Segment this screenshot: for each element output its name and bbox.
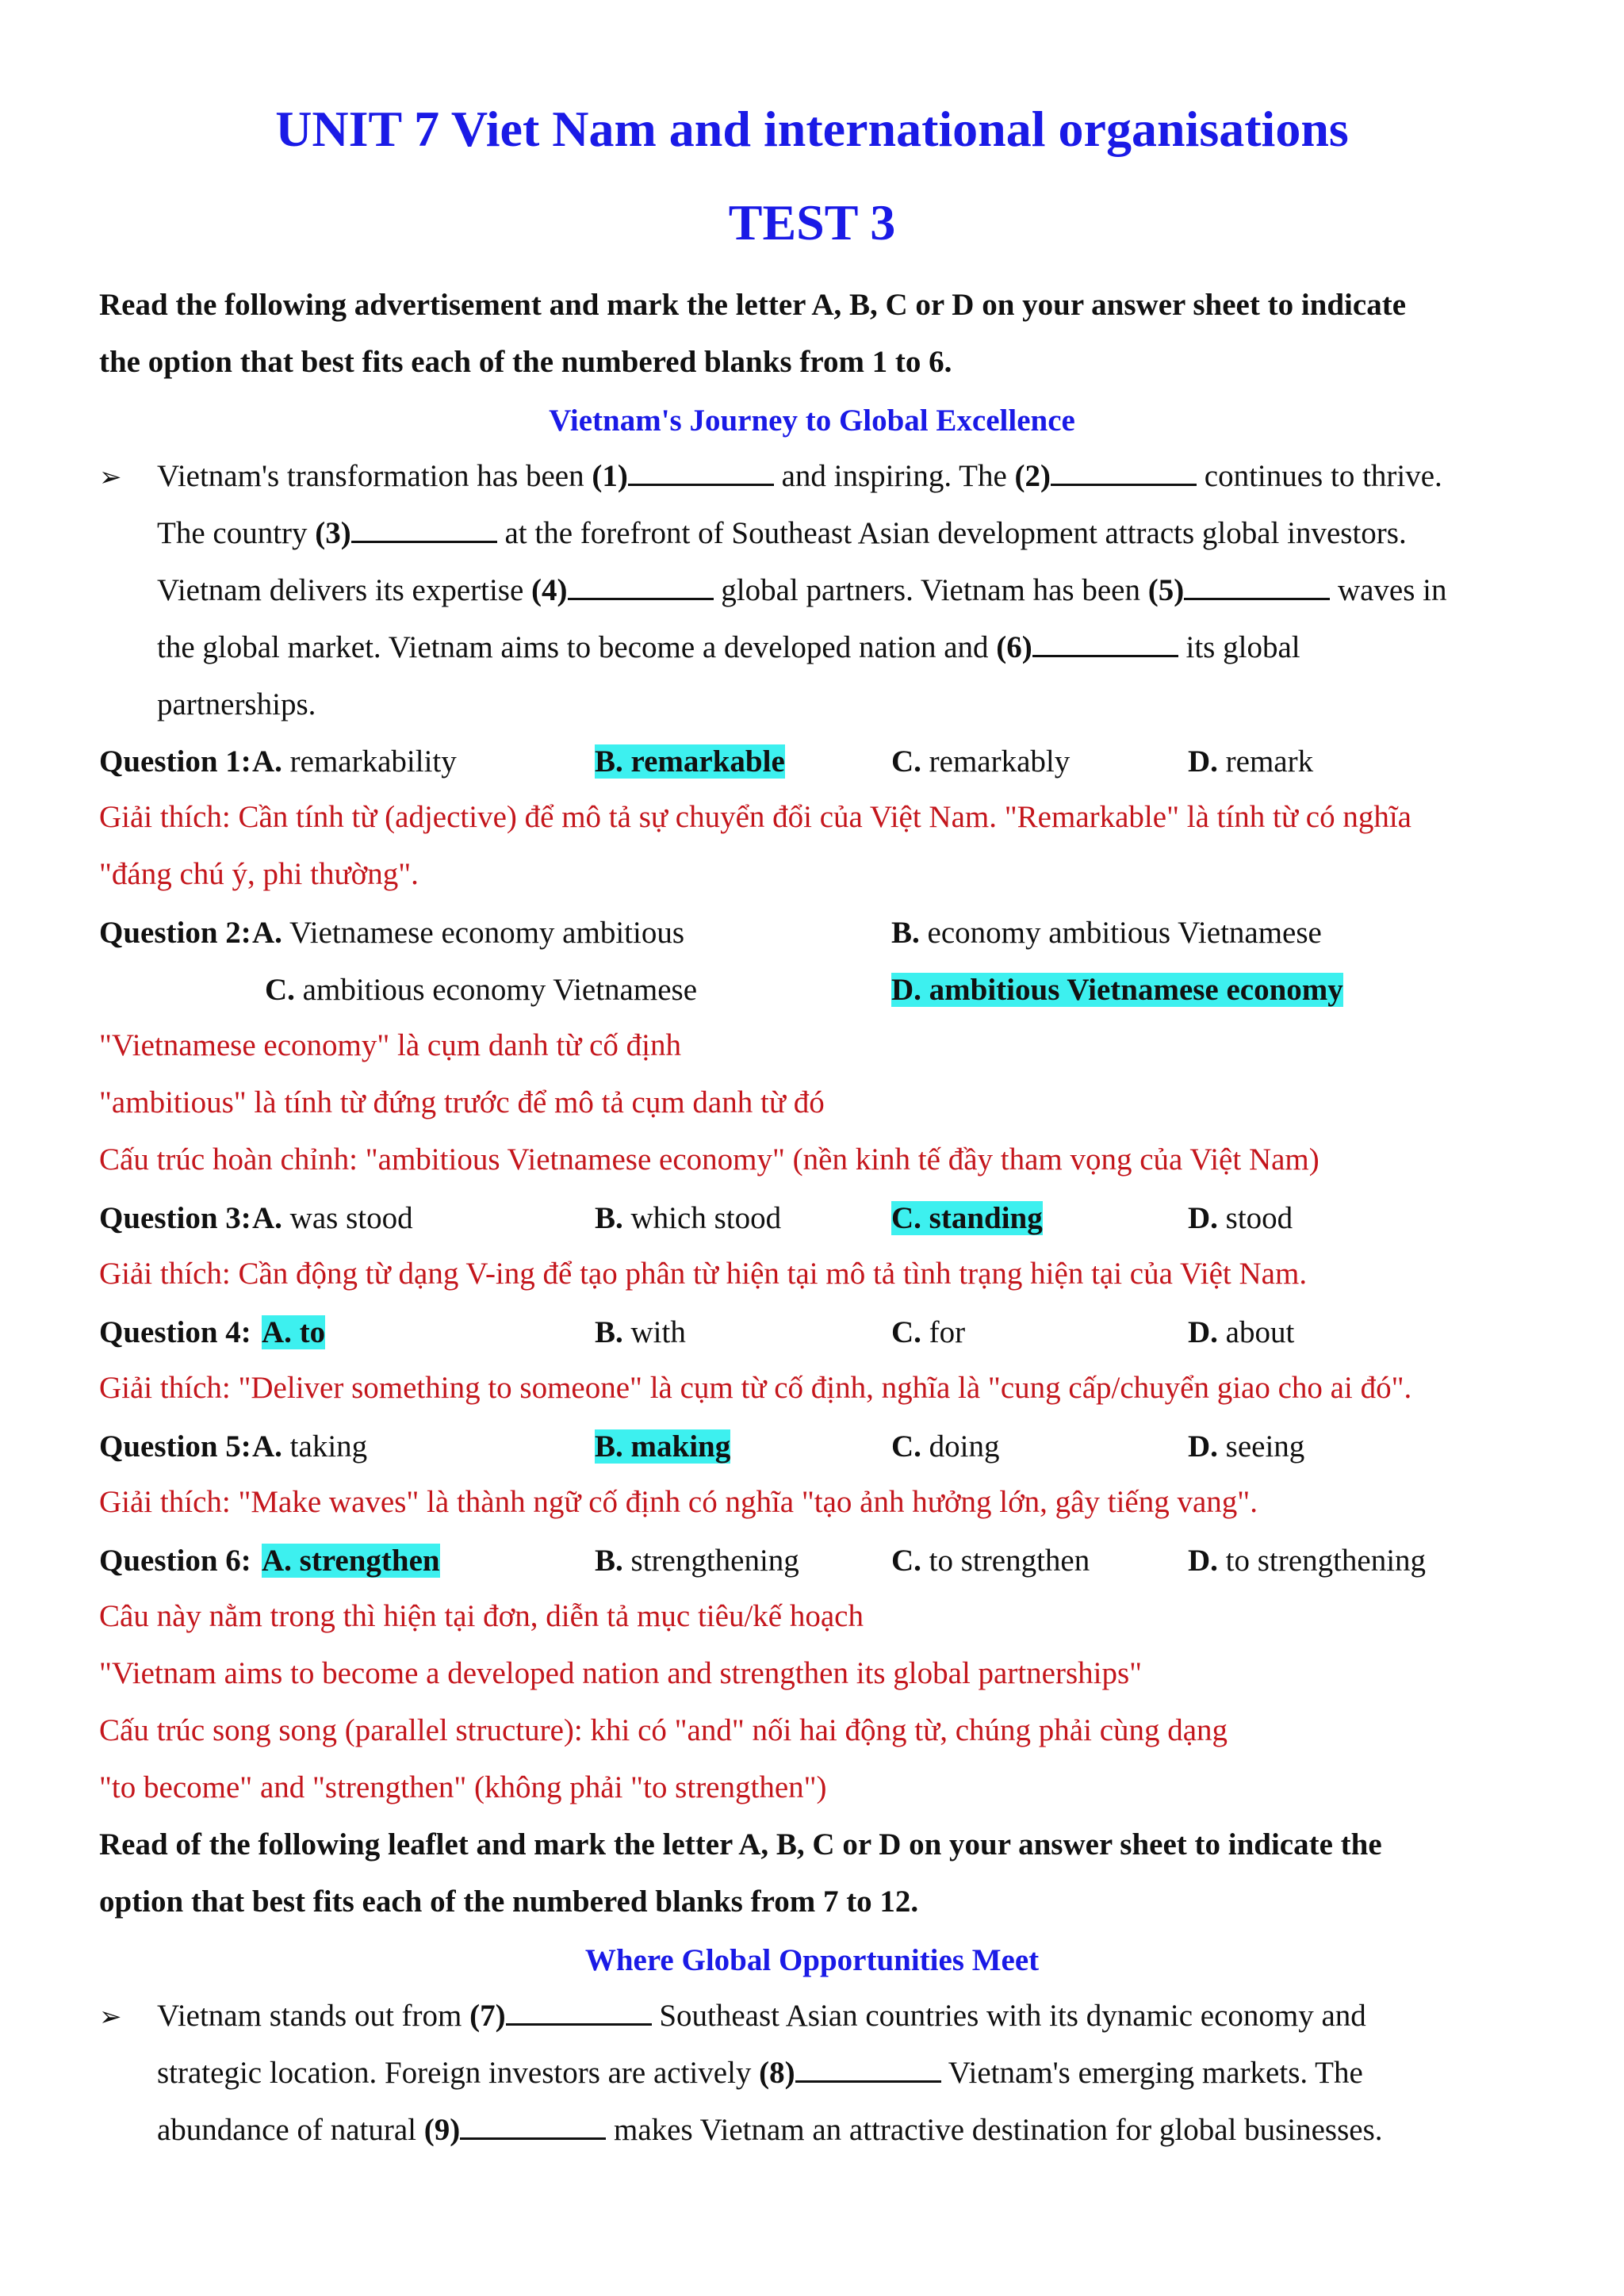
instruction-line: Read the following advertisement and mark the letter A, B, C or D on your answer sheet to indicate — [99, 288, 1406, 322]
option-b: B. economy ambitious Vietnamese — [891, 916, 1322, 950]
passage-heading: Vietnam's Journey to Global Excellence — [549, 404, 1075, 438]
blank-number: (9) — [423, 2113, 461, 2147]
blank-number: (8) — [759, 2056, 795, 2090]
passage-line — [157, 688, 316, 722]
explanation-line: "ambitious" là tính từ đứng trước để mô tả cụm danh từ đó — [99, 1085, 825, 1119]
option-c-correct: C. standing — [891, 1201, 1043, 1235]
instruction-line: Read of the following leaflet and mark the letter A, B, C or D on your answer sheet to indicate the — [99, 1827, 1382, 1862]
option-d: D. remark — [1188, 744, 1314, 779]
question-label: Question 6: — [99, 1544, 251, 1578]
passage-text: The country — [157, 516, 316, 550]
passage-line — [157, 2057, 1363, 2091]
passage-text: Vietnam's emerging markets. The — [940, 2056, 1363, 2090]
option-d: D. seeing — [1188, 1429, 1305, 1464]
passage-text: Vietnam delivers its expertise — [157, 573, 532, 607]
explanation-line: Giải thích: Cần tính từ (adjective) để mô tả sự chuyển đổi của Việt Nam. "Remarkable" là tính từ có nghĩa — [99, 800, 1411, 834]
explanation-line: Câu này nằm trong thì hiện tại đơn, diễn tả mục tiêu/kế hoạch — [99, 1599, 864, 1633]
passage-text: abundance of natural — [157, 2113, 424, 2147]
bullet-arrow-icon: ➢ — [99, 463, 122, 492]
explanation-line: "Vietnamese economy" là cụm danh từ cố định — [99, 1028, 682, 1062]
answer-blank[interactable] — [1032, 631, 1178, 657]
explanation-line: Giải thích: "Make waves" là thành ngữ cố định có nghĩa "tạo ảnh hưởng lớn, gây tiếng vang". — [99, 1485, 1258, 1519]
option-a-correct: A. strengthen — [262, 1544, 440, 1578]
instruction-line: option that best fits each of the numbered blanks from 7 to 12. — [99, 1885, 919, 1919]
blank-number: (7) — [469, 1999, 506, 2033]
passage-text: Southeast Asian countries with its dynamic economy and — [651, 1999, 1366, 2033]
answer-blank[interactable] — [795, 2057, 941, 2083]
passage-line — [157, 631, 1300, 665]
option-d: D. to strengthening — [1188, 1544, 1427, 1578]
answer-blank[interactable] — [506, 1999, 652, 2026]
blank-number: (6) — [996, 630, 1032, 664]
blank-number: (3) — [315, 516, 351, 550]
answer-blank[interactable] — [1051, 460, 1197, 486]
question-label: Question 4: — [99, 1315, 251, 1349]
explanation-line: "đáng chú ý, phi thường". — [99, 857, 419, 891]
option-a: A. remarkability — [252, 744, 457, 779]
option-b-correct: B. making — [595, 1429, 731, 1464]
question-label: Question 2: — [99, 916, 251, 950]
option-b: B. with — [595, 1315, 686, 1349]
blank-number: (5) — [1147, 573, 1185, 607]
unit-title: UNIT 7 Viet Nam and international organisations — [275, 101, 1349, 157]
passage-text: makes Vietnam an attractive destination for global businesses. — [606, 2113, 1383, 2147]
option-d: D. stood — [1188, 1201, 1293, 1235]
passage-text: the global market. Vietnam aims to become a developed nation and — [157, 630, 997, 664]
passage-text: its global — [1178, 630, 1300, 664]
option-d-correct: D. ambitious Vietnamese economy — [891, 973, 1343, 1007]
blank-number: (2) — [1014, 459, 1051, 493]
instruction-line: the option that best fits each of the numbered blanks from 1 to 6. — [99, 345, 952, 379]
option-b: B. strengthening — [595, 1544, 799, 1578]
passage-line — [157, 574, 1447, 608]
explanation-line: Cấu trúc song song (parallel structure): khi có "and" nối hai động từ, chúng phải cùng dạng — [99, 1713, 1228, 1747]
passage-text: and inspiring. The — [773, 459, 1015, 493]
answer-blank[interactable] — [568, 574, 714, 600]
option-a-correct: A. to — [262, 1315, 326, 1349]
answer-blank[interactable] — [1184, 574, 1330, 600]
passage-line — [157, 460, 1442, 494]
passage-line — [157, 517, 1407, 551]
blank-number: (1) — [592, 459, 628, 493]
option-c: C. to strengthen — [891, 1544, 1090, 1578]
passage-text: Vietnam's transformation has been — [157, 459, 592, 493]
passage-line — [157, 1999, 1366, 2034]
test-title: TEST 3 — [728, 194, 896, 251]
passage-text: partnerships. — [157, 687, 316, 721]
passage-text: global partners. Vietnam has been — [713, 573, 1148, 607]
answer-blank[interactable] — [628, 460, 774, 486]
explanation-line: Cấu trúc hoàn chỉnh: "ambitious Vietnamese economy" (nền kinh tế đầy tham vọng của Việt Nam) — [99, 1142, 1320, 1177]
option-a: A. was stood — [252, 1201, 413, 1235]
answer-blank[interactable] — [460, 2114, 606, 2140]
option-a: A. Vietnamese economy ambitious — [252, 916, 684, 950]
passage-text: Vietnam stands out from — [157, 1999, 470, 2033]
option-c: C. ambitious economy Vietnamese — [265, 973, 697, 1007]
passage-line — [157, 2114, 1383, 2148]
passage-text: strategic location. Foreign investors are actively — [157, 2056, 760, 2090]
option-c: C. doing — [891, 1429, 1000, 1464]
option-a: A. taking — [252, 1429, 368, 1464]
question-label: Question 3: — [99, 1201, 251, 1235]
blank-number: (4) — [531, 573, 568, 607]
option-c: C. for — [891, 1315, 966, 1349]
passage-text: at the forefront of Southeast Asian development attracts global investors. — [496, 516, 1407, 550]
explanation-line: "Vietnam aims to become a developed nation and strengthen its global partnerships" — [99, 1656, 1143, 1690]
option-c: C. remarkably — [891, 744, 1071, 779]
passage-heading: Where Global Opportunities Meet — [584, 1943, 1040, 1977]
explanation-line: Giải thích: "Deliver something to someone" là cụm từ cố định, nghĩa là "cung cấp/chuyển giao cho ai đó". — [99, 1371, 1412, 1405]
explanation-line: "to become" and "strengthen" (không phải "to strengthen") — [99, 1770, 827, 1804]
passage-text: waves in — [1330, 573, 1447, 607]
explanation-line: Giải thích: Cần động từ dạng V-ing để tạo phân từ hiện tại mô tả tình trạng hiện tại của Việt Nam. — [99, 1257, 1308, 1291]
bullet-arrow-icon: ➢ — [99, 2003, 122, 2032]
question-label: Question 5: — [99, 1429, 251, 1464]
answer-blank[interactable] — [351, 517, 497, 543]
option-d: D. about — [1188, 1315, 1295, 1349]
question-label: Question 1: — [99, 744, 251, 779]
option-b: B. which stood — [595, 1201, 782, 1235]
passage-text: continues to thrive. — [1197, 459, 1442, 493]
option-b-correct: B. remarkable — [595, 744, 785, 779]
